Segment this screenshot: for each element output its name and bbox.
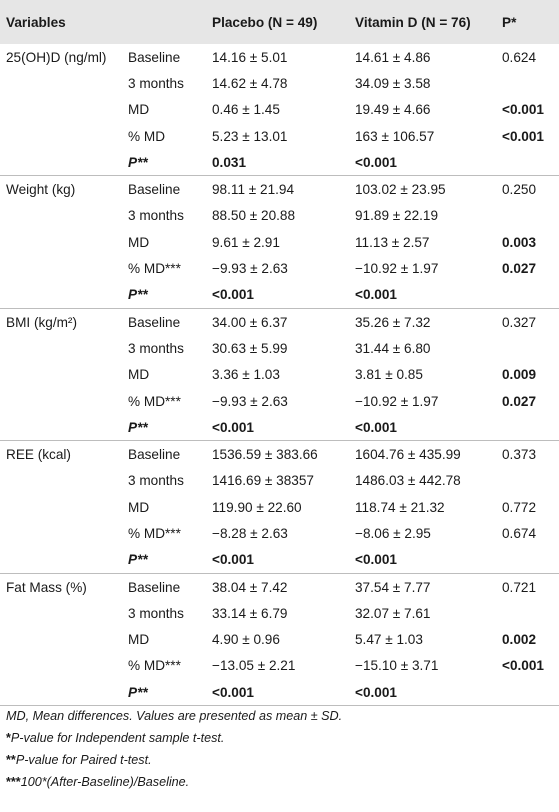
placebo-value: 38.04 ± 7.42 bbox=[212, 579, 288, 595]
table-row bbox=[0, 520, 559, 546]
vitamin-d-value: <0.001 bbox=[355, 547, 502, 574]
table-row bbox=[0, 203, 559, 229]
table-row bbox=[0, 308, 559, 335]
table-row bbox=[0, 627, 559, 653]
placebo-value: 5.23 ± 13.01 bbox=[212, 128, 288, 144]
table-row bbox=[0, 414, 559, 441]
vitamin-d-value: −10.92 ± 1.97 bbox=[355, 393, 439, 409]
variable-name bbox=[0, 520, 128, 546]
footnote-text: P-value for Independent sample t-test. bbox=[10, 731, 225, 745]
footnote-mark: *** bbox=[6, 775, 21, 789]
p-value: 0.721 bbox=[502, 579, 537, 595]
p-value bbox=[502, 414, 559, 441]
p-value: 0.027 bbox=[502, 261, 537, 277]
table-row bbox=[0, 600, 559, 626]
table-row bbox=[0, 362, 559, 388]
timepoint-label: % MD*** bbox=[128, 261, 181, 277]
variable-name bbox=[0, 679, 128, 706]
footnote-text: 100*(After-Baseline)/Baseline. bbox=[20, 775, 190, 789]
placebo-value: 0.031 bbox=[212, 149, 355, 176]
vitamin-d-value: 3.81 ± 0.85 bbox=[355, 367, 423, 383]
p-value bbox=[502, 203, 559, 229]
timepoint-label: Baseline bbox=[128, 447, 181, 463]
footnote bbox=[6, 771, 342, 793]
vitamin-d-value: 31.44 ± 6.80 bbox=[355, 340, 431, 356]
variable-name bbox=[0, 388, 128, 414]
timepoint-label: % MD*** bbox=[128, 658, 181, 674]
variable-name bbox=[0, 468, 128, 494]
p-value: 0.027 bbox=[502, 393, 537, 409]
placebo-value: 4.90 ± 0.96 bbox=[212, 632, 280, 648]
placebo-value: 1416.69 ± 38357 bbox=[212, 473, 314, 489]
p-value: 0.772 bbox=[502, 499, 537, 515]
vitamin-d-value: 11.13 ± 2.57 bbox=[355, 234, 430, 250]
vitamin-d-value: 32.07 ± 7.61 bbox=[355, 605, 431, 621]
variable-name: Fat Mass (%) bbox=[6, 579, 87, 595]
p-value bbox=[502, 149, 559, 176]
vitamin-d-value: 1486.03 ± 442.78 bbox=[355, 473, 461, 489]
table-row bbox=[0, 494, 559, 520]
table-body bbox=[0, 44, 559, 706]
p-value: 0.250 bbox=[502, 182, 537, 198]
timepoint-label: MD bbox=[128, 367, 150, 383]
vitamin-d-value: 19.49 ± 4.66 bbox=[355, 102, 431, 118]
timepoint-label: 3 months bbox=[128, 340, 184, 356]
p-value: <0.001 bbox=[502, 658, 544, 674]
timepoint-label: Baseline bbox=[128, 49, 181, 65]
variable-name: BMI (kg/m²) bbox=[6, 314, 77, 330]
placebo-value: 88.50 ± 20.88 bbox=[212, 208, 296, 224]
vitamin-d-value: 1604.76 ± 435.99 bbox=[355, 447, 461, 463]
p-value bbox=[502, 70, 559, 96]
variable-name bbox=[0, 149, 128, 176]
timepoint-label: % MD*** bbox=[128, 525, 181, 541]
variable-name bbox=[0, 627, 128, 653]
placebo-value: <0.001 bbox=[212, 282, 355, 309]
placebo-value: 14.16 ± 5.01 bbox=[212, 49, 288, 65]
placebo-value: <0.001 bbox=[212, 414, 355, 441]
variable-name bbox=[0, 600, 128, 626]
placebo-value: 1536.59 ± 383.66 bbox=[212, 447, 318, 463]
placebo-value: 33.14 ± 6.79 bbox=[212, 605, 288, 621]
table-row bbox=[0, 679, 559, 706]
p-value: 0.373 bbox=[502, 447, 537, 463]
header-variables: Variables bbox=[0, 0, 128, 44]
footnote-mark: ** bbox=[6, 753, 16, 767]
header-timepoint bbox=[128, 0, 212, 44]
variable-name bbox=[0, 547, 128, 574]
table-row bbox=[0, 335, 559, 361]
placebo-value: 14.62 ± 4.78 bbox=[212, 75, 288, 91]
placebo-value: −13.05 ± 2.21 bbox=[212, 658, 296, 674]
p-value bbox=[502, 600, 559, 626]
table-row bbox=[0, 44, 559, 70]
table-row bbox=[0, 468, 559, 494]
timepoint-label: % MD*** bbox=[128, 393, 181, 409]
vitamin-d-value: <0.001 bbox=[355, 282, 502, 309]
table-row bbox=[0, 123, 559, 149]
variable-name bbox=[0, 362, 128, 388]
timepoint-label: P** bbox=[128, 547, 212, 574]
p-value: 0.009 bbox=[502, 367, 537, 383]
placebo-value: 119.90 ± 22.60 bbox=[212, 499, 302, 515]
timepoint-label: P** bbox=[128, 149, 212, 176]
footnote-text: P-value for Paired t-test. bbox=[15, 753, 152, 767]
p-value: <0.001 bbox=[502, 102, 544, 118]
table-row bbox=[0, 388, 559, 414]
vitamin-d-value: −10.92 ± 1.97 bbox=[355, 261, 439, 277]
p-value: 0.327 bbox=[502, 314, 537, 330]
timepoint-label: MD bbox=[128, 499, 150, 515]
vitamin-d-value: <0.001 bbox=[355, 679, 502, 706]
p-value: <0.001 bbox=[502, 128, 544, 144]
timepoint-label: MD bbox=[128, 102, 150, 118]
timepoint-label: 3 months bbox=[128, 75, 184, 91]
variable-name: 25(OH)D (ng/ml) bbox=[6, 49, 107, 65]
footnote bbox=[6, 749, 342, 771]
vitamin-d-value: 34.09 ± 3.58 bbox=[355, 75, 431, 91]
variable-name bbox=[0, 494, 128, 520]
table-row bbox=[0, 70, 559, 96]
placebo-value: <0.001 bbox=[212, 679, 355, 706]
timepoint-label: Baseline bbox=[128, 182, 181, 198]
variable-name bbox=[0, 203, 128, 229]
table-row bbox=[0, 282, 559, 309]
placebo-value: 0.46 ± 1.45 bbox=[212, 102, 280, 118]
vitamin-d-value: −15.10 ± 3.71 bbox=[355, 658, 439, 674]
variable-name bbox=[0, 123, 128, 149]
timepoint-label: % MD bbox=[128, 128, 166, 144]
placebo-value: 9.61 ± 2.91 bbox=[212, 234, 280, 250]
p-value: 0.624 bbox=[502, 49, 537, 65]
p-value: 0.674 bbox=[502, 525, 537, 541]
vitamin-d-value: 103.02 ± 23.95 bbox=[355, 182, 446, 198]
footnote bbox=[6, 727, 342, 749]
table-row bbox=[0, 97, 559, 123]
variable-name: REE (kcal) bbox=[6, 447, 71, 463]
table-row bbox=[0, 441, 559, 468]
variable-name bbox=[0, 229, 128, 255]
table-footnotes bbox=[6, 705, 342, 793]
header-p-value: P* bbox=[502, 0, 559, 44]
placebo-value: −8.28 ± 2.63 bbox=[212, 525, 288, 541]
table-row bbox=[0, 653, 559, 679]
vitamin-d-value: 14.61 ± 4.86 bbox=[355, 49, 431, 65]
header-vitamin-d: Vitamin D (N = 76) bbox=[355, 0, 502, 44]
p-value bbox=[502, 282, 559, 309]
timepoint-label: P** bbox=[128, 282, 212, 309]
placebo-value: 98.11 ± 21.94 bbox=[212, 182, 295, 198]
timepoint-label: Baseline bbox=[128, 579, 181, 595]
p-value bbox=[502, 547, 559, 574]
p-value bbox=[502, 335, 559, 361]
variable-name bbox=[0, 255, 128, 281]
table-row bbox=[0, 149, 559, 176]
p-value: 0.003 bbox=[502, 234, 537, 250]
timepoint-label: P** bbox=[128, 414, 212, 441]
table-row bbox=[0, 176, 559, 203]
table-header bbox=[0, 0, 559, 44]
timepoint-label: 3 months bbox=[128, 473, 184, 489]
table-row bbox=[0, 547, 559, 574]
timepoint-label: P** bbox=[128, 679, 212, 706]
footnote-text: MD, Mean differences. Values are presented as mean ± SD. bbox=[6, 709, 343, 723]
vitamin-d-value: 118.74 ± 21.32 bbox=[355, 499, 445, 515]
vitamin-d-value: 91.89 ± 22.19 bbox=[355, 208, 439, 224]
timepoint-label: MD bbox=[128, 632, 150, 648]
vitamin-d-value: <0.001 bbox=[355, 149, 502, 176]
table-row bbox=[0, 573, 559, 600]
table-row bbox=[0, 255, 559, 281]
timepoint-label: 3 months bbox=[128, 605, 184, 621]
variable-name bbox=[0, 414, 128, 441]
vitamin-d-value: 163 ± 106.57 bbox=[355, 128, 435, 144]
placebo-value: 30.63 ± 5.99 bbox=[212, 340, 288, 356]
placebo-value: −9.93 ± 2.63 bbox=[212, 393, 288, 409]
placebo-value: 34.00 ± 6.37 bbox=[212, 314, 288, 330]
header-placebo: Placebo (N = 49) bbox=[212, 0, 355, 44]
variable-name bbox=[0, 97, 128, 123]
vitamin-d-value: 37.54 ± 7.77 bbox=[355, 579, 431, 595]
placebo-value: <0.001 bbox=[212, 547, 355, 574]
vitamin-d-value: 5.47 ± 1.03 bbox=[355, 632, 423, 648]
placebo-value: 3.36 ± 1.03 bbox=[212, 367, 280, 383]
footnote-mark: * bbox=[6, 731, 11, 745]
table-row bbox=[0, 229, 559, 255]
timepoint-label: Baseline bbox=[128, 314, 181, 330]
variable-name bbox=[0, 335, 128, 361]
variable-name bbox=[0, 282, 128, 309]
vitamin-d-value: 35.26 ± 7.32 bbox=[355, 314, 431, 330]
p-value bbox=[502, 468, 559, 494]
timepoint-label: MD bbox=[128, 234, 150, 250]
header-row bbox=[0, 0, 559, 44]
placebo-value: −9.93 ± 2.63 bbox=[212, 261, 288, 277]
footnote bbox=[6, 705, 342, 727]
variable-name bbox=[0, 70, 128, 96]
vitamin-d-value: −8.06 ± 2.95 bbox=[355, 525, 431, 541]
variable-name bbox=[0, 653, 128, 679]
p-value bbox=[502, 679, 559, 706]
timepoint-label: 3 months bbox=[128, 208, 184, 224]
p-value: 0.002 bbox=[502, 632, 537, 648]
variable-name: Weight (kg) bbox=[6, 182, 76, 198]
vitamin-d-value: <0.001 bbox=[355, 414, 502, 441]
